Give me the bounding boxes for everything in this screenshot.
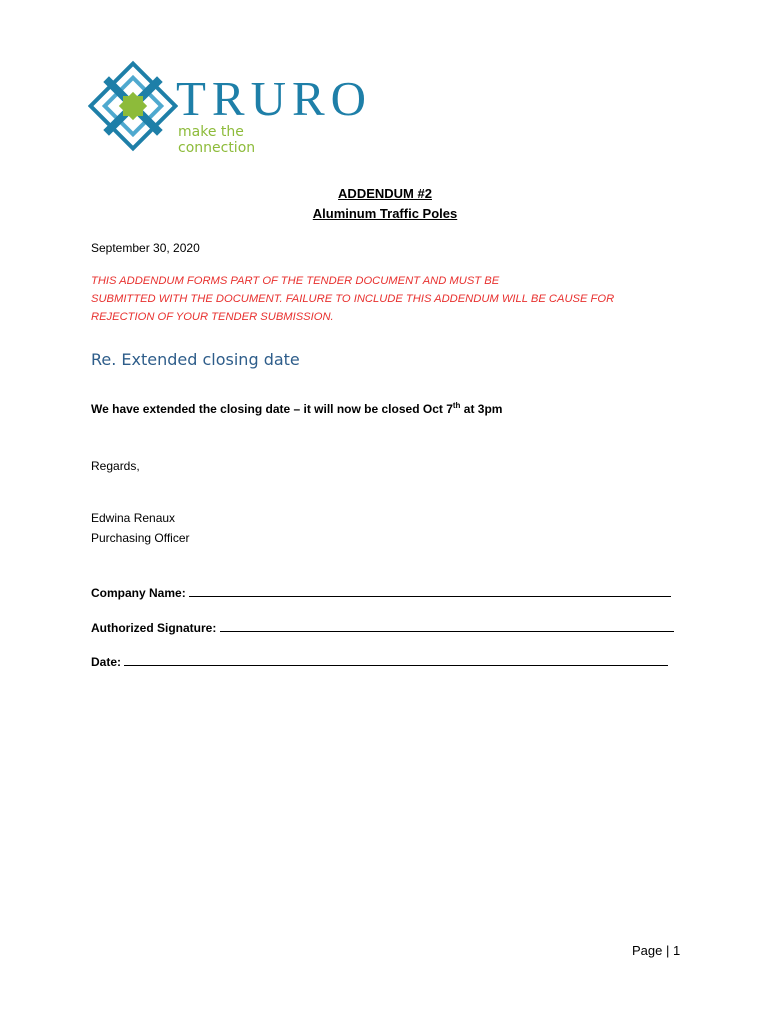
date-label: Date: <box>91 655 122 669</box>
closing-date-statement <box>91 397 502 418</box>
company-name-line[interactable] <box>189 585 671 597</box>
logo-name: TRURO <box>176 71 373 126</box>
logo-tagline: make the connection <box>178 124 256 156</box>
section-title: Re. Extended closing date <box>91 350 300 369</box>
signer-name: Edwina Renaux <box>91 511 176 525</box>
notice-line-2: SUBMITTED WITH THE DOCUMENT. FAILURE TO INCLUDE THIS ADDENDUM WILL BE CAUSE FOR <box>91 293 615 305</box>
notice-line-1: THIS ADDENDUM FORMS PART OF THE TENDER DOCUMENT AND MUST BE <box>91 275 500 287</box>
date-field[interactable] <box>91 654 668 669</box>
authorized-signature-label: Authorized Signature: <box>91 621 217 635</box>
truro-logo <box>88 60 378 155</box>
authorized-signature-field[interactable] <box>91 620 674 635</box>
signer-title: Purchasing Officer <box>91 531 190 545</box>
statement-time: at 3pm <box>460 402 503 416</box>
company-name-label: Company Name: <box>91 586 186 600</box>
company-name-field[interactable] <box>91 585 671 600</box>
tender-notice <box>91 272 671 326</box>
closing-salutation: Regards, <box>91 459 140 473</box>
addendum-subject: Aluminum Traffic Poles <box>312 206 458 221</box>
authorized-signature-line[interactable] <box>220 620 674 632</box>
document-date: September 30, 2020 <box>91 241 200 255</box>
date-line[interactable] <box>124 654 668 666</box>
page-number: Page | 1 <box>632 943 681 958</box>
statement-superscript: th <box>452 401 461 410</box>
addendum-title: ADDENDUM #2 <box>338 186 432 201</box>
notice-line-3: REJECTION OF YOUR TENDER SUBMISSION. <box>91 311 334 323</box>
truro-emblem-icon <box>88 60 178 152</box>
statement-text: We have extended the closing date – it will now be closed Oct 7 <box>91 402 453 416</box>
